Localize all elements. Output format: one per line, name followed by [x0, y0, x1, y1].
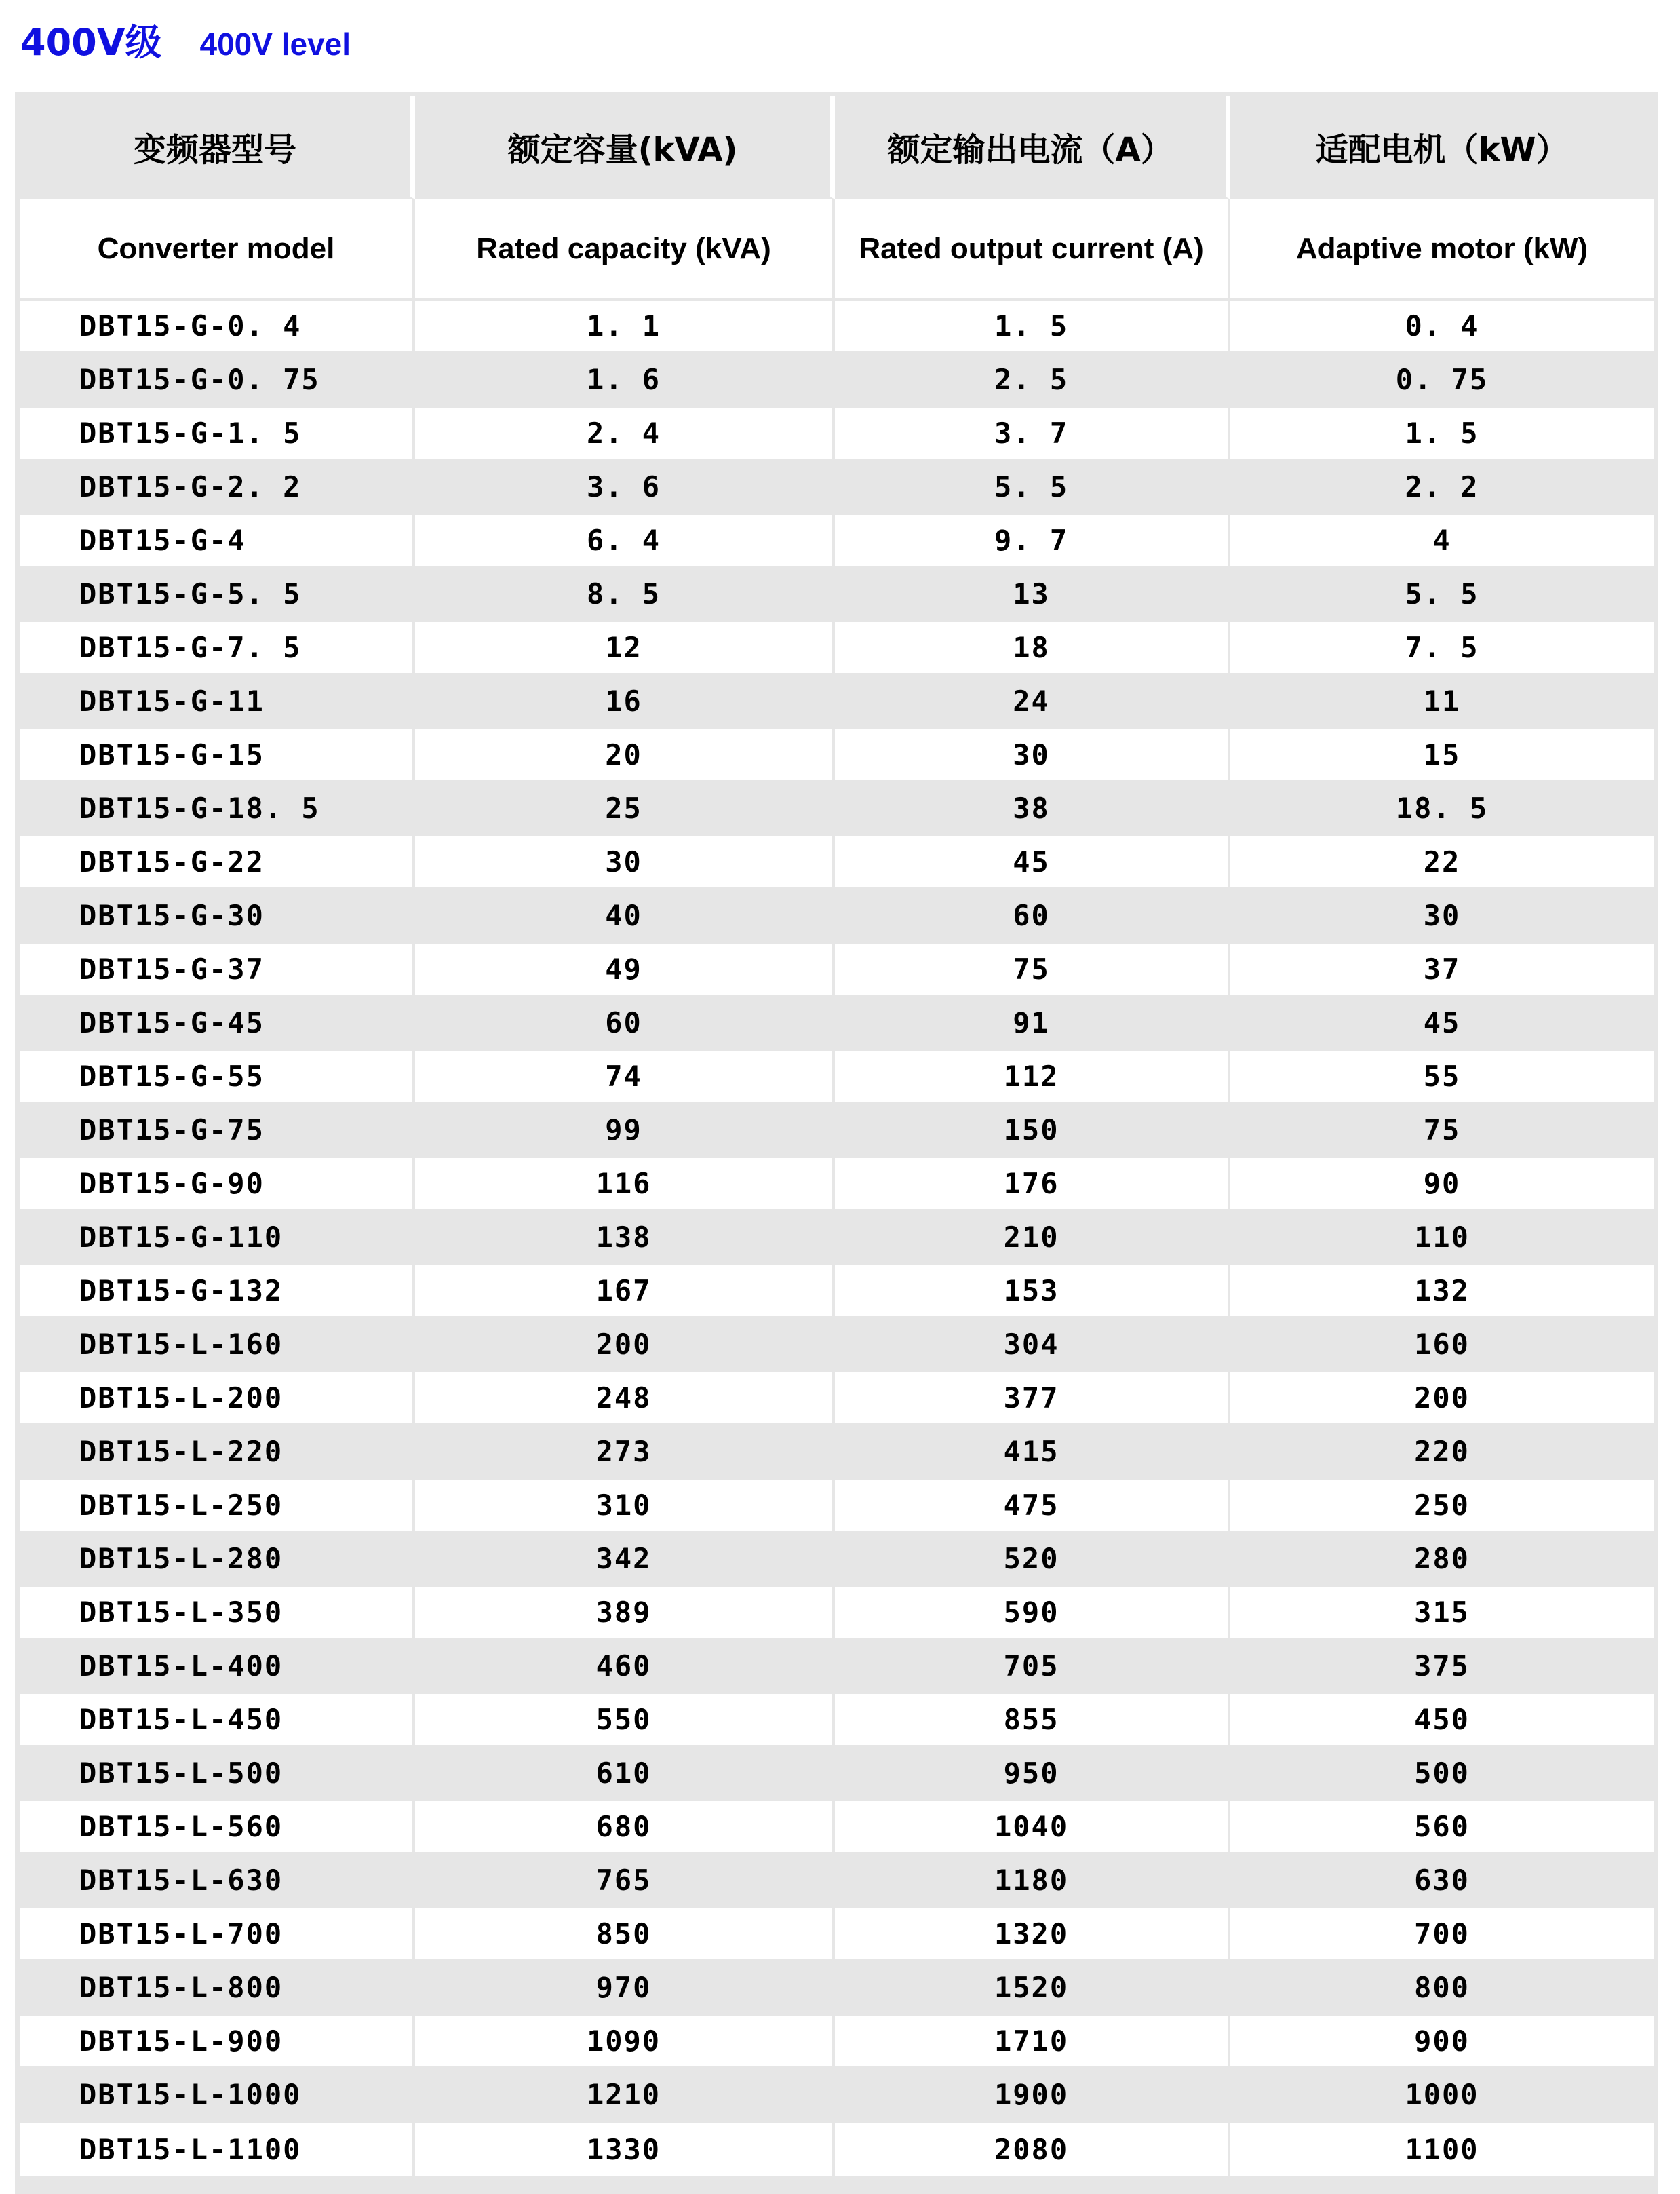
motor-cell: 1. 5 — [1230, 408, 1654, 461]
current-cell: 150 — [835, 1104, 1230, 1158]
col-header-current-zh: 额定输出电流（A） — [835, 96, 1230, 199]
table-row — [20, 461, 1654, 515]
motor-cell: 15 — [1230, 729, 1654, 783]
model-cell: DBT15-L-900 — [20, 2016, 415, 2069]
motor-cell: 2. 2 — [1230, 461, 1654, 515]
table-row — [20, 1051, 1654, 1104]
model-cell: DBT15-G-0. 4 — [20, 301, 415, 354]
current-cell: 2080 — [835, 2123, 1230, 2176]
current-cell: 153 — [835, 1265, 1230, 1319]
model-cell: DBT15-G-75 — [20, 1104, 415, 1158]
capacity-cell: 970 — [415, 1962, 835, 2016]
spec-table-container — [15, 92, 1658, 2194]
motor-cell: 55 — [1230, 1051, 1654, 1104]
model-cell: DBT15-L-700 — [20, 1908, 415, 1962]
model-cell: DBT15-G-1. 5 — [20, 408, 415, 461]
capacity-cell: 342 — [415, 1533, 835, 1587]
capacity-cell: 200 — [415, 1319, 835, 1372]
motor-cell: 280 — [1230, 1533, 1654, 1587]
model-cell: DBT15-L-1100 — [20, 2123, 415, 2176]
model-cell: DBT15-G-11 — [20, 676, 415, 729]
table-row — [20, 836, 1654, 890]
capacity-cell: 49 — [415, 944, 835, 997]
motor-cell: 22 — [1230, 836, 1654, 890]
table-row — [20, 676, 1654, 729]
header-row-en — [20, 199, 1654, 301]
table-row — [20, 1212, 1654, 1265]
current-cell: 1520 — [835, 1962, 1230, 2016]
capacity-cell: 680 — [415, 1801, 835, 1855]
current-cell: 3. 7 — [835, 408, 1230, 461]
capacity-cell: 12 — [415, 622, 835, 676]
motor-cell: 18. 5 — [1230, 783, 1654, 836]
model-cell: DBT15-G-0. 75 — [20, 354, 415, 408]
col-header-model-zh: 变频器型号 — [20, 96, 415, 199]
page-title-en: 400V level — [199, 26, 351, 62]
table-row — [20, 944, 1654, 997]
capacity-cell: 248 — [415, 1372, 835, 1426]
col-header-model-en: Converter model — [20, 199, 415, 301]
model-cell: DBT15-G-55 — [20, 1051, 415, 1104]
table-row — [20, 515, 1654, 569]
model-cell: DBT15-G-7. 5 — [20, 622, 415, 676]
table-row — [20, 408, 1654, 461]
table-row — [20, 2069, 1654, 2123]
capacity-cell: 1. 1 — [415, 301, 835, 354]
model-cell: DBT15-L-250 — [20, 1480, 415, 1533]
table-row — [20, 1640, 1654, 1694]
motor-cell: 4 — [1230, 515, 1654, 569]
model-cell: DBT15-G-22 — [20, 836, 415, 890]
motor-cell: 132 — [1230, 1265, 1654, 1319]
capacity-cell: 273 — [415, 1426, 835, 1480]
model-cell: DBT15-G-2. 2 — [20, 461, 415, 515]
current-cell: 1320 — [835, 1908, 1230, 1962]
model-cell: DBT15-G-5. 5 — [20, 569, 415, 622]
capacity-cell: 116 — [415, 1158, 835, 1212]
table-row — [20, 1533, 1654, 1587]
motor-cell: 37 — [1230, 944, 1654, 997]
motor-cell: 1000 — [1230, 2069, 1654, 2123]
motor-cell: 315 — [1230, 1587, 1654, 1640]
current-cell: 475 — [835, 1480, 1230, 1533]
current-cell: 304 — [835, 1319, 1230, 1372]
motor-cell: 450 — [1230, 1694, 1654, 1748]
table-header — [20, 96, 1654, 301]
table-row — [20, 1372, 1654, 1426]
capacity-cell: 30 — [415, 836, 835, 890]
motor-cell: 630 — [1230, 1855, 1654, 1908]
model-cell: DBT15-G-132 — [20, 1265, 415, 1319]
motor-cell: 7. 5 — [1230, 622, 1654, 676]
motor-cell: 800 — [1230, 1962, 1654, 2016]
model-cell: DBT15-G-30 — [20, 890, 415, 944]
table-row — [20, 569, 1654, 622]
current-cell: 38 — [835, 783, 1230, 836]
table-body — [20, 301, 1654, 2176]
current-cell: 5. 5 — [835, 461, 1230, 515]
table-row — [20, 1158, 1654, 1212]
table-row — [20, 1480, 1654, 1533]
capacity-cell: 6. 4 — [415, 515, 835, 569]
capacity-cell: 1210 — [415, 2069, 835, 2123]
current-cell: 30 — [835, 729, 1230, 783]
model-cell: DBT15-L-160 — [20, 1319, 415, 1372]
current-cell: 9. 7 — [835, 515, 1230, 569]
capacity-cell: 20 — [415, 729, 835, 783]
table-row — [20, 2123, 1654, 2176]
model-cell: DBT15-L-450 — [20, 1694, 415, 1748]
capacity-cell: 1. 6 — [415, 354, 835, 408]
capacity-cell: 389 — [415, 1587, 835, 1640]
motor-cell: 45 — [1230, 997, 1654, 1051]
table-row — [20, 783, 1654, 836]
model-cell: DBT15-G-15 — [20, 729, 415, 783]
capacity-cell: 25 — [415, 783, 835, 836]
table-row — [20, 729, 1654, 783]
current-cell: 210 — [835, 1212, 1230, 1265]
current-cell: 1180 — [835, 1855, 1230, 1908]
motor-cell: 560 — [1230, 1801, 1654, 1855]
model-cell: DBT15-L-280 — [20, 1533, 415, 1587]
spec-table — [20, 96, 1654, 2176]
table-row — [20, 890, 1654, 944]
table-row — [20, 1104, 1654, 1158]
table-row — [20, 1265, 1654, 1319]
header-row-zh — [20, 96, 1654, 199]
model-cell: DBT15-L-500 — [20, 1748, 415, 1801]
motor-cell: 30 — [1230, 890, 1654, 944]
capacity-cell: 8. 5 — [415, 569, 835, 622]
current-cell: 176 — [835, 1158, 1230, 1212]
current-cell: 590 — [835, 1587, 1230, 1640]
current-cell: 705 — [835, 1640, 1230, 1694]
capacity-cell: 167 — [415, 1265, 835, 1319]
model-cell: DBT15-L-560 — [20, 1801, 415, 1855]
capacity-cell: 40 — [415, 890, 835, 944]
motor-cell: 220 — [1230, 1426, 1654, 1480]
current-cell: 1710 — [835, 2016, 1230, 2069]
current-cell: 1. 5 — [835, 301, 1230, 354]
current-cell: 24 — [835, 676, 1230, 729]
model-cell: DBT15-L-350 — [20, 1587, 415, 1640]
current-cell: 2. 5 — [835, 354, 1230, 408]
current-cell: 1900 — [835, 2069, 1230, 2123]
current-cell: 112 — [835, 1051, 1230, 1104]
col-header-capacity-zh: 额定容量(kVA) — [415, 96, 835, 199]
capacity-cell: 765 — [415, 1855, 835, 1908]
model-cell: DBT15-L-220 — [20, 1426, 415, 1480]
motor-cell: 250 — [1230, 1480, 1654, 1533]
table-row — [20, 1855, 1654, 1908]
model-cell: DBT15-G-110 — [20, 1212, 415, 1265]
motor-cell: 110 — [1230, 1212, 1654, 1265]
motor-cell: 1100 — [1230, 2123, 1654, 2176]
model-cell: DBT15-L-400 — [20, 1640, 415, 1694]
motor-cell: 0. 75 — [1230, 354, 1654, 408]
current-cell: 60 — [835, 890, 1230, 944]
table-row — [20, 1426, 1654, 1480]
motor-cell: 500 — [1230, 1748, 1654, 1801]
motor-cell: 75 — [1230, 1104, 1654, 1158]
motor-cell: 900 — [1230, 2016, 1654, 2069]
capacity-cell: 74 — [415, 1051, 835, 1104]
current-cell: 1040 — [835, 1801, 1230, 1855]
table-row — [20, 1319, 1654, 1372]
capacity-cell: 460 — [415, 1640, 835, 1694]
model-cell: DBT15-G-90 — [20, 1158, 415, 1212]
capacity-cell: 16 — [415, 676, 835, 729]
table-row — [20, 301, 1654, 354]
current-cell: 45 — [835, 836, 1230, 890]
current-cell: 520 — [835, 1533, 1230, 1587]
capacity-cell: 550 — [415, 1694, 835, 1748]
table-row — [20, 1801, 1654, 1855]
motor-cell: 200 — [1230, 1372, 1654, 1426]
current-cell: 377 — [835, 1372, 1230, 1426]
col-header-capacity-en: Rated capacity (kVA) — [415, 199, 835, 301]
model-cell: DBT15-L-800 — [20, 1962, 415, 2016]
model-cell: DBT15-L-630 — [20, 1855, 415, 1908]
col-header-motor-en: Adaptive motor (kW) — [1230, 199, 1654, 301]
capacity-cell: 1090 — [415, 2016, 835, 2069]
current-cell: 91 — [835, 997, 1230, 1051]
table-row — [20, 1908, 1654, 1962]
capacity-cell: 3. 6 — [415, 461, 835, 515]
model-cell: DBT15-G-37 — [20, 944, 415, 997]
capacity-cell: 850 — [415, 1908, 835, 1962]
capacity-cell: 2. 4 — [415, 408, 835, 461]
table-row — [20, 2016, 1654, 2069]
table-row — [20, 354, 1654, 408]
table-row — [20, 1962, 1654, 2016]
motor-cell: 90 — [1230, 1158, 1654, 1212]
motor-cell: 375 — [1230, 1640, 1654, 1694]
current-cell: 950 — [835, 1748, 1230, 1801]
table-row — [20, 1694, 1654, 1748]
motor-cell: 160 — [1230, 1319, 1654, 1372]
col-header-motor-zh: 适配电机（kW） — [1230, 96, 1654, 199]
col-header-current-en: Rated output current (A) — [835, 199, 1230, 301]
motor-cell: 700 — [1230, 1908, 1654, 1962]
current-cell: 415 — [835, 1426, 1230, 1480]
table-row — [20, 622, 1654, 676]
page-title — [20, 14, 351, 66]
page-title-zh: 400V级 — [20, 21, 162, 64]
motor-cell: 11 — [1230, 676, 1654, 729]
capacity-cell: 310 — [415, 1480, 835, 1533]
capacity-cell: 99 — [415, 1104, 835, 1158]
capacity-cell: 1330 — [415, 2123, 835, 2176]
model-cell: DBT15-G-4 — [20, 515, 415, 569]
current-cell: 13 — [835, 569, 1230, 622]
model-cell: DBT15-L-1000 — [20, 2069, 415, 2123]
table-row — [20, 1748, 1654, 1801]
motor-cell: 5. 5 — [1230, 569, 1654, 622]
model-cell: DBT15-G-45 — [20, 997, 415, 1051]
model-cell: DBT15-L-200 — [20, 1372, 415, 1426]
capacity-cell: 138 — [415, 1212, 835, 1265]
model-cell: DBT15-G-18. 5 — [20, 783, 415, 836]
motor-cell: 0. 4 — [1230, 301, 1654, 354]
table-row — [20, 997, 1654, 1051]
table-row — [20, 1587, 1654, 1640]
capacity-cell: 60 — [415, 997, 835, 1051]
current-cell: 18 — [835, 622, 1230, 676]
capacity-cell: 610 — [415, 1748, 835, 1801]
current-cell: 75 — [835, 944, 1230, 997]
current-cell: 855 — [835, 1694, 1230, 1748]
